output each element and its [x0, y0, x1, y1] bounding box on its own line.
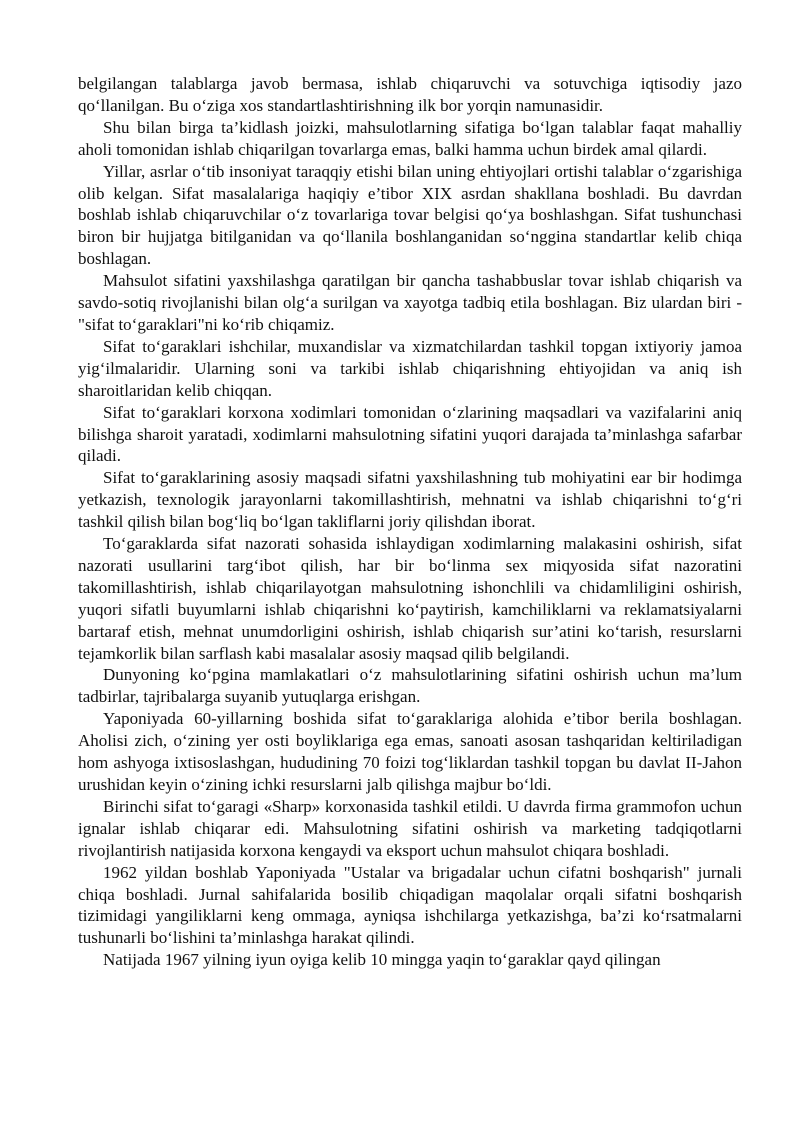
- paragraph-4: Mahsulot sifatini yaxshilashga qaratilgan bir qancha tashabbuslar tovar ishlab chiqarish va savdo-sotiq rivojlanishi bilan olg‘a surilgan va xayotga tadbiq etila boshlagan. Biz ulardan biri - "sifat to‘garaklari"ni ko‘rib chiqamiz.: [78, 271, 742, 334]
- paragraph-1: belgilangan talablarga javob bermasa, ishlab chiqaruvchi va sotuvchiga iqtisodiy jazo qo‘llanilgan. Bu o‘ziga xos standartlashtirishning ilk bor yorqin namunasidir.: [78, 74, 742, 115]
- paragraph-12: 1962 yildan boshlab Yaponiyada "Ustalar va brigadalar uchun cifatni boshqarish" jurnali chiqa boshladi. Jurnal sahifalarida bosilib chiqadigan maqolalar orqali sifatni boshqarish tizimidagi yangiliklarni keng ommaga, ayniqsa ishchilarga yetkazishga, ba’zi ko‘rsatmalarni tushunarli bo‘lishini ta’minlashga harakat qilindi.: [78, 862, 742, 948]
- paragraph-9: Dunyoning ko‘pgina mamlakatlari o‘z mahsulotlarining sifatini oshirish uchun ma’lum tadbirlar, tajribalarga suyanib yutuqlarga erishgan.: [78, 665, 742, 707]
- paragraph-5: Sifat to‘garaklari ishchilar, muxandislar va xizmatchilardan tashkil topgan ixtiyoriy jamoa yig‘ilmalaridir. Ularning soni va tarkibi ishlab chiqarishning ehtiyojidan va aniq ish sharoitlaridan kelib chiqqan.: [78, 336, 742, 400]
- paragraph-8: To‘garaklarda sifat nazorati sohasida ishlaydigan xodimlarning malakasini oshirish, sifat nazorati usullarini targ‘ibot qilish, har bir bo‘linma sex miqyosida sifat nazoratini takomillashtirish, ishlab chiqarilayotgan mahsulotning ishonchlili va chidamliligini oshirish, yuqori sifatli buyumlarni ishlab chiqarishni ko‘paytirish, kamchiliklarni va reklamatsiyalarni bartaraf etish, mehnat unumdorligini oshirish, ishlab chiqarish sur’atini ko‘tarish, resurslarni tejamkorlik bilan sarflash kabi masalalar asosiy maqsad qilib belgilandi.: [78, 534, 742, 663]
- paragraph-2: Shu bilan birga ta’kidlash joizki, mahsulotlarning sifatiga bo‘lgan talablar faqat mahalliy aholi tomonidan ishlab chiqarilgan tovarlarga emas, balki hamma uchun birdek amal qilardi.: [78, 117, 742, 159]
- paragraph-11: Birinchi sifat to‘garagi «Sharp» korxonasida tashkil etildi. U davrda firma grammofon uchun ignalar ishlab chiqarar edi. Mahsulotning sifatini oshirish va marketing tadqiqotlarni rivojlantirish natijasida korxona kengaydi va eksport uchun mahsulot chiqara boshladi.: [78, 796, 742, 860]
- paragraph-10: Yaponiyada 60-yillarning boshida sifat to‘garaklariga alohida e’tibor berila boshlagan. Aholisi zich, o‘zining yer osti boyliklariga ega emas, sanoati asosan tashqaridan keltiriladigan hom ashyoga ixtisoslashgan, hududining 70 foizi tog‘liklardan tashkil topgan bu davlat II-Jahon urushidan keyin o‘zining ichki resurslarni jalb qilishga majbur bo‘ldi.: [78, 709, 742, 794]
- paragraph-13: Natijada 1967 yilning iyun oyiga kelib 10 mingga yaqin to‘garaklar qayd qilingan: [103, 950, 661, 970]
- paragraph-7: Sifat to‘garaklarining asosiy maqsadi sifatni yaxshilashning tub mohiyatini ear bir hodimga yetkazish, texnologik jarayonlarni takomillashtirish, mehnatni va ishlab chiqarishni to‘g‘ri tashkil qilish bilan bog‘liq bo‘lgan takliflarni joriy qilishdan iborat.: [78, 468, 742, 532]
- paragraph-6: Sifat to‘garaklari korxona xodimlari tomonidan o‘zlarining maqsadlari va vazifalarini aniq bilishga sharoit yaratadi, xodimlarni mahsulotning sifatini yuqori darajada ta’minlashga safarbar qiladi.: [78, 402, 742, 466]
- paragraph-3: Yillar, asrlar o‘tib insoniyat taraqqiy etishi bilan uning ehtiyojlari ortishi talablar o‘zgarishiga olib kelgan. Sifat masalalariga haqiqiy e’tibor XIX asrdan shakllana boshladi. Bu davrdan boshlab ishlab chiqaruvchilar o‘z tovarlariga tovar belgisi qo‘ya boshlashgan. Sifat tushunchasi biron bir hujjatga bitilganidan va qo‘llanila boshlanganidan so‘nggina standartlar kelib chiqa boshlagan.: [78, 161, 742, 269]
